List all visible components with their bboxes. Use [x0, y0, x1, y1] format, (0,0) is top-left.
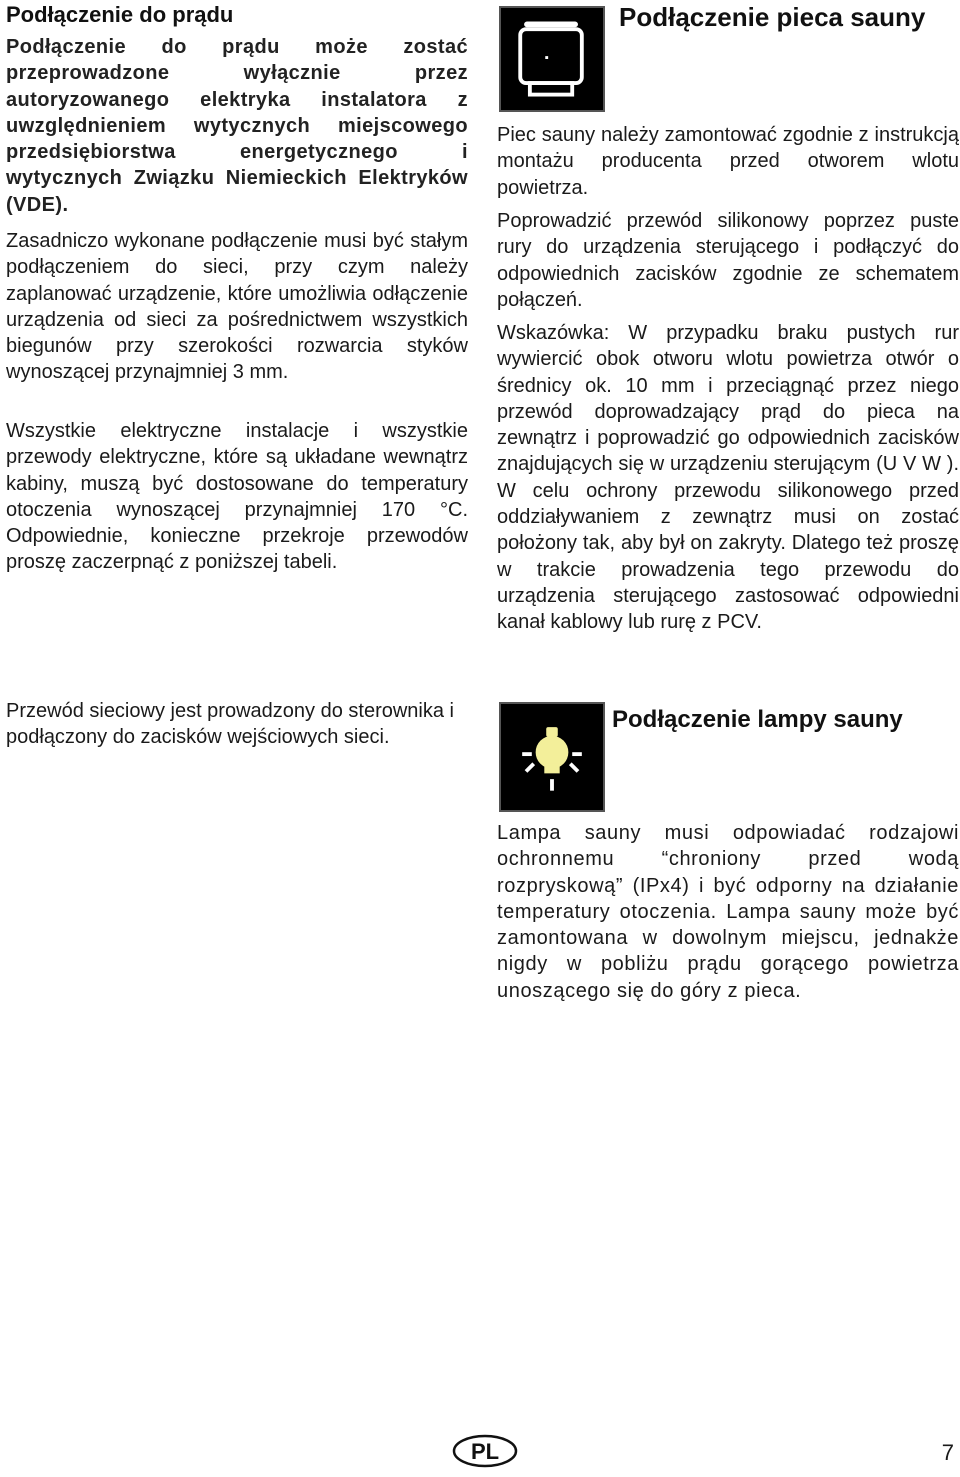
language-badge [452, 1434, 518, 1468]
stove-paragraph-2: Poprowadzić przewód silikonowy poprzez puste rury do urządzenia sterującego i podłączyć do odpowiednich zacisków zgodnie ze schematem połączeń. [497, 210, 959, 311]
language-badge-label: PL [470, 1439, 500, 1464]
intro-paragraph: Podłączenie do prądu może zostać przeprowadzone wyłącznie przez autoryzowanego elektryka instalatora z uwzględnieniem wytycznych miejscowego przedsiębiorstwa energetycznego i wytycznych Związku Niemieckich Elektryków (VDE). [6, 36, 468, 216]
lamp-paragraph: Lampa sauny musi odpowiadać rodzajowi ochronnemu “chroniony przed wodą rozpryskową” (IPx4) i być odporny na działanie temperatury otoczenia. Lampa sauny może być zamontowana w dowolnym miejscu, jednakże nigdy w pobliżu prądu gorącego powietrza unoszącego się do góry z pieca. [497, 822, 959, 1002]
stove-paragraph-1: Piec sauny należy zamontować zgodnie z instrukcją montażu producenta przed otworem wlotu powietrza. [497, 124, 959, 199]
sauna-stove-icon [499, 6, 605, 112]
light-bulb-icon [499, 702, 605, 812]
mains-cable-paragraph: Przewód sieciowy jest prowadzony do sterownika i podłączony do zacisków wejściowych sieci. [6, 700, 454, 749]
connection-paragraph: Zasadniczo wykonane podłączenie musi być stałym podłączeniem do sieci, przy czym należy zaplanować urządzenie, które umożliwia odłączenie urządzenia od sieci za pośrednictwem wszystkich biegunów przy szerokości rozwarcia styków wynoszącej przynajmniej 3 mm. [6, 230, 468, 384]
section-heading-power: Podłączenie do prądu [6, 2, 234, 27]
section-heading-stove: Podłączenie pieca sauny [619, 2, 926, 32]
stove-paragraph-3: Wskazówka: W przypadku braku pustych rur wywiercić obok otworu wlotu powietrza otwór o średnicy ok. 10 mm i przeciągnąć przez niego przewód doprowadzający prąd do pieca na zewnątrz i poprowadzić go odpowiednich zacisków znajdujących się w urządzeniu sterującym (U V W ). W celu ochrony przewodu silikonowego przed oddziaływaniem z zewnątrz musi on zostać położony tak, aby był on zakryty. Dlatego też proszę w trakcie prowadzenia tego przewodu do urządzenia sterującego zastosować odpowiedni kanał kablowy lub rurę z PCV. [497, 322, 959, 634]
section-heading-lamp: Podłączenie lampy sauny [612, 706, 903, 733]
installation-paragraph: Wszystkie elektryczne instalacje i wszystkie przewody elektryczne, które są układane wewnątrz kabiny, muszą być dostosowane do temperatury otoczenia wynoszącej przynajmniej 170 °C. Odpowiednie, konieczne przekroje przewodów proszę zaczerpnąć z poniższej tabeli. [6, 420, 468, 574]
page-number: 7 [941, 1440, 954, 1465]
